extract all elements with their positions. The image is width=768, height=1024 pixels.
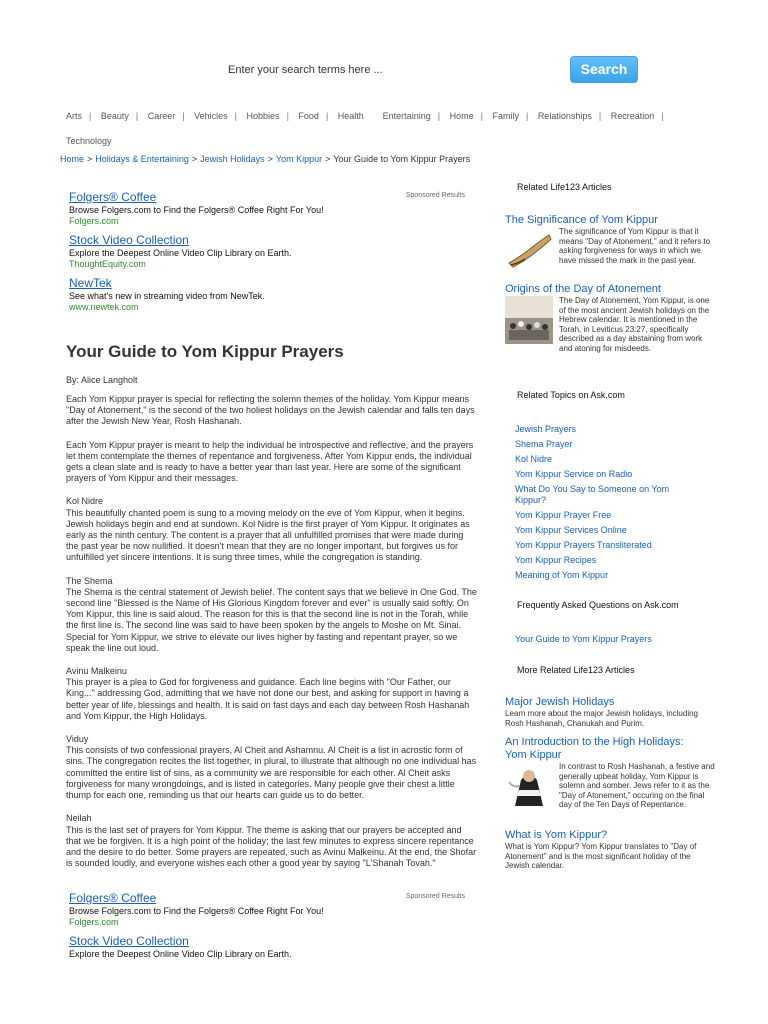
- prayer-shawl-image[interactable]: [505, 762, 553, 810]
- topic-link[interactable]: Yom Kippur Service on Radio: [515, 469, 633, 479]
- related-article: [505, 214, 715, 275]
- sponsored-ads-top: [69, 190, 469, 319]
- nav-separator: |: [661, 111, 664, 121]
- topic-link[interactable]: Kol Nidre: [515, 454, 553, 464]
- ad-url[interactable]: Folgers.com: [69, 216, 119, 226]
- category-hobbies[interactable]: Hobbies: [246, 111, 280, 121]
- breadcrumb: [60, 154, 470, 165]
- related-article-link[interactable]: The Significance of Yom Kippur: [505, 214, 658, 226]
- more-article: [505, 829, 715, 871]
- section-text: The Shema is the central statement of Jewish belief. The content says that we believe in One God. The second line "Blessed is the Name of His Glorious Kingdom forever and ever" is usually said softly. On Yom Kippur, this line is said aloud. The reason for this is that the second line is not in the Torah, while the first line is. The second line was said to have been spoken by the angels to Moshe on Mt. Sinai. Special for Yom Kippur, we strive to elevate our lives higher by fasting and repentant prayer, so we speak the line out loud.: [66, 586, 477, 653]
- category-arts[interactable]: Arts: [66, 111, 83, 121]
- category-technology[interactable]: Technology: [66, 136, 112, 146]
- section-heading: Avinu Malkeinu: [66, 666, 127, 677]
- search-bar: [222, 56, 552, 84]
- section-text: This beautifully chanted poem is sung to a moving melody on the eve of Yom Kippur, when it begins. Jewish holidays begin and end at sundown. Kol Nidre is the first prayer of Yom Kippur. It originates as early as the ninth century. The content is a prayer that all unfulfilled promises that were made during the past year be now nullified. It doesn't mean that they are no longer important, but forgives us for unfulfilled yet sincere intentions. It is sung three times, while the congregation is standing.: [66, 507, 470, 563]
- article-paragraph: Each Yom Kippur prayer is special for reflecting the solemn themes of the holiday. Yom Kippur means "Day of Atonement," is the second of the two holiest holidays on the Jewish calendar and falls ten days after the Jewish New Year, Rosh Hashanah.: [66, 394, 475, 427]
- breadcrumb-separator: >: [267, 154, 273, 164]
- section-heading: Viduy: [66, 734, 89, 745]
- ad-url[interactable]: Folgers.com: [69, 917, 119, 927]
- section-heading: Neilah: [66, 813, 92, 824]
- more-article-link[interactable]: An Introduction to the High Holidays: Yom Kippur: [505, 736, 684, 761]
- breadcrumb-separator: >: [87, 154, 93, 164]
- article-byline: By: Alice Langholt: [66, 375, 138, 385]
- ad-title-link[interactable]: Stock Video Collection: [69, 233, 189, 247]
- topic-link[interactable]: Meaning of Yom Kippur: [515, 570, 609, 580]
- sponsored-ads-bottom: [69, 891, 469, 966]
- related-articles-heading: Related Life123 Articles: [517, 182, 612, 192]
- ad-title-link[interactable]: Folgers® Coffee: [69, 190, 157, 204]
- nav-separator: |: [234, 111, 238, 121]
- section-heading: The Shema: [66, 575, 113, 586]
- related-article-body: [505, 296, 715, 354]
- ad-description: Browse Folgers.com to Find the Folgers® Coffee Right For You!: [69, 906, 324, 916]
- category-home[interactable]: Home: [449, 111, 474, 121]
- article-title: Your Guide to Yom Kippur Prayers: [66, 342, 344, 361]
- breadcrumb-jewish-holidays[interactable]: Jewish Holidays: [200, 154, 265, 164]
- related-topics-heading: Related Topics on Ask.com: [517, 390, 625, 400]
- section-text: This prayer is a plea to God for forgiveness and guidance. Each line begins with "Our Father, our King..." addressing God, admitting that we have not done our best, and asking for support in having a better year of life, blessings and health. It is said on fast days and each day between Rosh Hashanah and Yom Kippur, the High Holidays.: [66, 677, 470, 721]
- ad-title-link[interactable]: NewTek: [69, 276, 112, 290]
- ad-title-link[interactable]: Folgers® Coffee: [69, 891, 157, 905]
- nav-separator: |: [182, 111, 185, 121]
- breadcrumb-separator: >: [191, 154, 198, 164]
- ad-description: Browse Folgers.com to Find the Folgers® Coffee Right For You!: [69, 205, 324, 215]
- category-vehicles[interactable]: Vehicles: [194, 111, 228, 121]
- ad-description: Explore the Deepest Online Video Clip Library on Earth.: [69, 248, 292, 258]
- more-articles-heading: More Related Life123 Articles: [517, 665, 635, 675]
- topic-link[interactable]: Shema Prayer: [515, 439, 573, 449]
- western-wall-image[interactable]: [505, 296, 553, 344]
- more-article-link[interactable]: What is Yom Kippur?: [505, 829, 608, 841]
- search-input[interactable]: [222, 56, 552, 84]
- category-food[interactable]: Food: [298, 111, 319, 121]
- breadcrumb-separator: >: [325, 154, 331, 164]
- ad-title-link[interactable]: Stock Video Collection: [69, 934, 189, 948]
- breadcrumb-home[interactable]: Home: [60, 154, 85, 164]
- related-article: [505, 283, 715, 354]
- prayer-section: [66, 496, 478, 563]
- category-career[interactable]: Career: [147, 111, 176, 121]
- category-beauty[interactable]: Beauty: [100, 111, 129, 121]
- topic-link[interactable]: Yom Kippur Recipes: [515, 555, 597, 565]
- nav-separator: |: [598, 111, 602, 121]
- prayer-section: [66, 666, 478, 722]
- related-topics-list: [515, 422, 685, 583]
- article-body: [66, 394, 478, 881]
- more-article: [505, 736, 715, 810]
- ad-item: [69, 276, 469, 313]
- section-text: This is the last set of prayers for Yom Kippur. The theme is asking that our prayers be accepted and that we be forgiven. It is a high point of the holiday; the last few minutes to express sincere repentance and the desire to do better. Some prayers are repeated, such as Avinu Malkeinu. At the end, the Shofar is sounded loudly, and everyone wishes each other a good year by saying "L'Shanah Tovah.": [66, 824, 477, 869]
- section-heading: Kol Nidre: [66, 496, 104, 507]
- faq-list: [515, 632, 652, 647]
- shofar-image[interactable]: [505, 227, 553, 275]
- category-entertaining[interactable]: Entertaining: [382, 111, 431, 121]
- related-article-summary: The significance of Yom Kippur is that it means "Day of Atonement," and it refers to asking forgiveness for ways in which we have missed the mark in the past year.: [559, 227, 711, 265]
- more-article-summary: What is Yom Kippur? Yom Kippur translates to "Day of Atonement" and is the most significant holiday of the Jewish calendar.: [505, 842, 697, 871]
- prayer-section: [66, 813, 478, 869]
- related-article-summary: The Day of Atonement, Yom Kippur, is one of the most ancient Jewish holidays on the Hebrew calendar. It is mentioned in the Torah, in Leviticus 23:27, specifically described as a day abstaining from work and atoning for misdeeds.: [559, 296, 710, 353]
- ad-item: [69, 233, 469, 270]
- ad-item: [69, 934, 469, 960]
- topic-link[interactable]: Yom Kippur Prayers Transliterated: [515, 540, 652, 550]
- ad-description: Explore the Deepest Online Video Clip Library on Earth.: [69, 949, 292, 959]
- breadcrumb-yom-kippur[interactable]: Yom Kippur: [275, 154, 323, 164]
- search-button[interactable]: Search: [570, 56, 638, 83]
- nav-separator: |: [135, 111, 139, 121]
- faq-link[interactable]: Your Guide to Yom Kippur Prayers: [515, 634, 652, 644]
- category-family[interactable]: Family: [492, 111, 519, 121]
- article-paragraph: Each Yom Kippur prayer is meant to help the individual be introspective and reflective, and the prayers let them contemplate the themes of repentance and forgiveness. After Yom Kippur ends, the individual gets a clean slate and is ready to have a better year than last year. Here are some of the significant prayers of Yom Kippur and their messages.: [66, 439, 474, 484]
- category-health[interactable]: Health: [337, 111, 364, 121]
- more-article-summary: In contrast to Rosh Hashanah, a festive and generally upbeat holiday, Yom Kippur is solemn and somber. Jews refer to it as the "Day of Atonement," occuring on the final day of the Ten Days of Repentance.: [559, 762, 715, 810]
- nav-separator: |: [89, 111, 92, 121]
- nav-separator: |: [437, 111, 441, 121]
- prayer-section: [66, 734, 478, 801]
- prayer-section: [66, 576, 478, 654]
- section-text: This consists of two confessional prayers, Al Cheit and Ashamnu. Al Cheit is a list in acrostic form of sins. The congregation recites the list together, in plural, to illustrate that although no one individual has committed the entire list of sins, as a community we are responsible for each other. Al Cheit asks forgiveness for many wrongdoings, and is listed in categories. Many people give their chest a little thump for each one, reminding us that our hearts can guide us to do better.: [66, 745, 477, 801]
- topic-link[interactable]: Jewish Prayers: [515, 424, 577, 434]
- related-article-link[interactable]: Origins of the Day of Atonement: [505, 283, 661, 295]
- topic-link[interactable]: Yom Kippur Prayer Free: [515, 510, 612, 520]
- category-recreation[interactable]: Recreation: [610, 111, 655, 121]
- ad-url[interactable]: ThoughtEquity.com: [69, 259, 146, 269]
- faq-heading: Frequently Asked Questions on Ask.com: [517, 600, 679, 610]
- more-article-link[interactable]: Major Jewish Holidays: [505, 696, 615, 708]
- topic-link[interactable]: Yom Kippur Services Online: [515, 525, 627, 535]
- category-relationships[interactable]: Relationships: [537, 111, 592, 121]
- sponsored-label: Sponsored Results: [405, 192, 465, 199]
- breadcrumb-holidays[interactable]: Holidays & Entertaining: [95, 154, 189, 164]
- more-article: [505, 696, 715, 728]
- nav-separator: |: [525, 111, 529, 121]
- nav-separator: |: [325, 111, 329, 121]
- category-nav: [66, 104, 706, 154]
- sponsored-label: Sponsored Results: [405, 893, 465, 900]
- ad-description: See what's new in streaming video from NewTek.: [69, 291, 265, 301]
- more-article-body: [505, 762, 715, 810]
- related-article-body: [505, 227, 715, 275]
- nav-separator: |: [286, 111, 289, 121]
- more-article-summary: Learn more about the major Jewish holidays, including Rosh Hashanah, Chanukah and Purim.: [505, 709, 698, 728]
- breadcrumb-current: Your Guide to Yom Kippur Prayers: [333, 154, 471, 164]
- ad-url[interactable]: www.newtek.com: [69, 302, 139, 312]
- nav-separator: |: [480, 111, 483, 121]
- topic-link[interactable]: What Do You Say to Someone on Yom Kippur?: [515, 484, 670, 505]
